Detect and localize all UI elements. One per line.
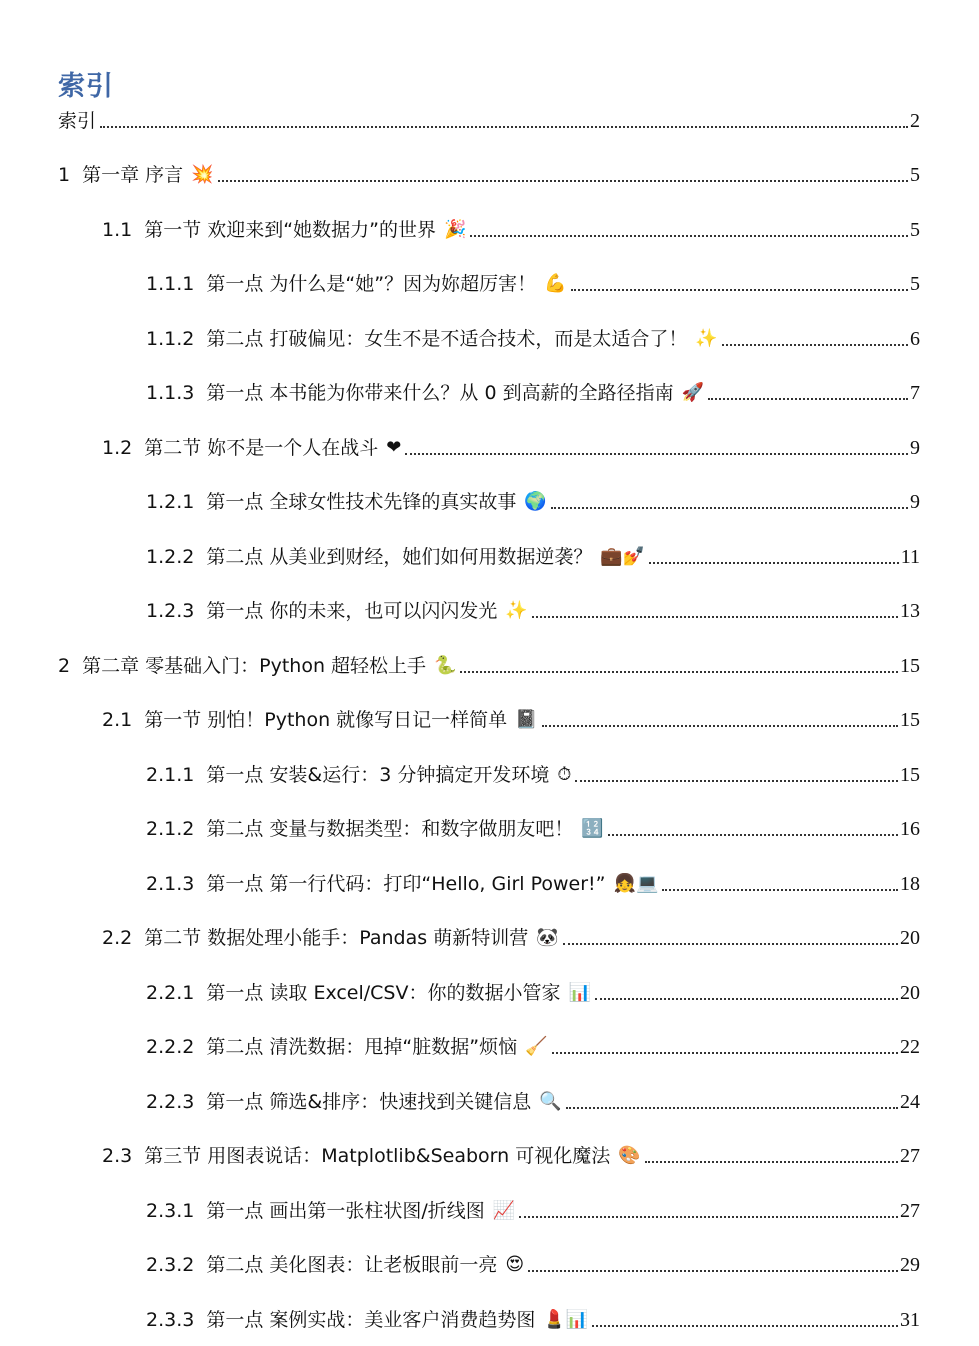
toc-leader-dots <box>608 834 898 836</box>
toc-entry-number: 2 <box>58 655 71 677</box>
toc-entry-label: 第一点 本书能为你带来什么？从 0 到高薪的全路径指南 <box>206 382 674 404</box>
toc-entry-page: 5 <box>910 219 920 241</box>
toc-entry-label: 第一点 安装&运行：3 分钟搞定开发环境 <box>206 764 550 786</box>
toc-entry[interactable] <box>146 757 920 787</box>
panda-icon: 🐼 <box>536 927 559 948</box>
sparkles-icon: ✨ <box>695 328 718 349</box>
toc-entry-page: 9 <box>910 491 920 513</box>
toc-entry[interactable] <box>146 593 920 623</box>
toc-entry-number: 2.3 <box>102 1145 133 1167</box>
heart-icon: ❤ <box>386 437 402 458</box>
stopwatch-icon: ⏱ <box>557 764 572 785</box>
toc-entry[interactable] <box>102 920 920 950</box>
bar-chart-icon: 📊 <box>568 982 591 1003</box>
toc-entry-label: 第二点 从美业到财经，她们如何用数据逆袭？ <box>206 546 593 568</box>
toc-entry[interactable] <box>102 430 920 460</box>
toc-entry-number: 2.3.1 <box>146 1200 195 1222</box>
toc-entry-number: 2.1.3 <box>146 873 195 895</box>
toc-entry[interactable] <box>102 212 920 242</box>
toc-leader-dots <box>100 126 908 128</box>
briefcase-nail-polish-icon: 💼💅 <box>600 546 646 567</box>
toc-entry-number: 1.1.2 <box>146 328 195 350</box>
toc-entry-number: 2.3.2 <box>146 1254 195 1276</box>
toc-entry-page: 27 <box>900 1145 920 1167</box>
toc-leader-dots <box>662 889 898 891</box>
toc-entry-number: 1.2.1 <box>146 491 195 513</box>
sparkles-icon: ✨ <box>505 600 528 621</box>
toc-leader-dots <box>566 1107 898 1109</box>
toc-entry[interactable] <box>58 103 920 133</box>
toc-entry-number: 1.2.2 <box>146 546 195 568</box>
toc-entry-label: 第一点 筛选&排序：快速找到关键信息 <box>206 1091 532 1113</box>
toc-entry-page: 2 <box>910 110 920 132</box>
toc-entry-number: 2.2.1 <box>146 982 195 1004</box>
toc-entry-label: 第二章 零基础入门：Python 超轻松上手 <box>82 655 427 677</box>
toc-entry-number: 2.2.3 <box>146 1091 195 1113</box>
toc-leader-dots <box>528 1270 898 1272</box>
girl-laptop-icon: 👧💻 <box>613 873 659 894</box>
toc-entry-page: 7 <box>910 382 920 404</box>
toc-entry[interactable] <box>58 157 920 187</box>
toc-entry-page: 31 <box>900 1309 920 1331</box>
notebook-icon: 📓 <box>515 709 538 730</box>
toc-entry-number: 1.1 <box>102 219 133 241</box>
toc-entry-label: 第一点 你的未来，也可以闪闪发光 <box>206 600 498 622</box>
toc-entry-page: 5 <box>910 273 920 295</box>
lipstick-chart-icon: 💄📊 <box>543 1309 589 1330</box>
toc-entry-page: 20 <box>900 927 920 949</box>
toc-entry-page: 5 <box>910 164 920 186</box>
toc-leader-dots <box>218 180 908 182</box>
toc-entry-page: 13 <box>900 600 920 622</box>
toc-entry-label: 第一点 为什么是“她”？因为妳超厉害！ <box>206 273 537 295</box>
toc-leader-dots <box>649 562 899 564</box>
toc-entry-page: 11 <box>900 546 920 568</box>
toc-entry-number: 1.1.3 <box>146 382 195 404</box>
toc-leader-dots <box>571 289 908 291</box>
toc-entry-number: 2.2.2 <box>146 1036 195 1058</box>
toc-entry-label: 第二点 变量与数据类型：和数字做朋友吧！ <box>206 818 574 840</box>
toc-leader-dots <box>405 453 908 455</box>
toc-entry-label: 第一章 序言 <box>82 164 184 186</box>
toc-entry-number: 2.1.2 <box>146 818 195 840</box>
toc-entry-label: 第二点 美化图表：让老板眼前一亮 <box>206 1254 498 1276</box>
toc-entry-number: 1 <box>58 164 71 186</box>
heart-eyes-icon: 😍 <box>505 1254 525 1275</box>
toc-entry-number: 2.2 <box>102 927 133 949</box>
toc-entry-label: 第一点 案例实战：美业客户消费趋势图 <box>206 1309 536 1331</box>
toc-entry-page: 15 <box>900 709 920 731</box>
toc-entry-label: 索引 <box>58 110 97 132</box>
toc-entry[interactable] <box>146 266 920 296</box>
toc-entry-label: 第二节 数据处理小能手：Pandas 萌新特训营 <box>144 927 529 949</box>
toc-entry-page: 16 <box>900 818 920 840</box>
toc-entry-page: 29 <box>900 1254 920 1276</box>
toc-entry-page: 15 <box>900 655 920 677</box>
line-chart-icon: 📈 <box>492 1200 516 1221</box>
toc-leader-dots <box>532 616 898 618</box>
toc-entry-label: 第一点 画出第一张柱状图/折线图 <box>206 1200 485 1222</box>
toc-entry-page: 15 <box>900 764 920 786</box>
toc-entry[interactable] <box>146 1193 920 1223</box>
toc-leader-dots <box>519 1216 898 1218</box>
toc-leader-dots <box>552 1052 898 1054</box>
numbers-icon: 🔢 <box>581 818 604 839</box>
globe-icon: 🌍 <box>524 491 547 512</box>
toc-entry[interactable] <box>146 321 920 351</box>
toc-entry-label: 第一点 全球女性技术先锋的真实故事 <box>206 491 517 513</box>
toc-leader-dots <box>592 1325 898 1327</box>
toc-entry[interactable] <box>146 975 920 1005</box>
toc-entry-number: 1.2 <box>102 437 133 459</box>
toc-entry[interactable] <box>146 866 920 896</box>
toc-entry-label: 第二点 清洗数据：甩掉“脏数据”烦恼 <box>206 1036 518 1058</box>
toc-entry[interactable] <box>58 648 920 678</box>
burst-icon: 💥 <box>191 164 214 185</box>
toc-entry-number: 1.1.1 <box>146 273 195 295</box>
magnifier-icon: 🔍 <box>539 1091 562 1112</box>
toc-entry-page: 6 <box>910 328 920 350</box>
toc-entry[interactable] <box>146 1247 920 1277</box>
toc-entry-page: 27 <box>900 1200 920 1222</box>
rocket-icon: 🚀 <box>681 382 704 403</box>
toc-entry-page: 9 <box>910 437 920 459</box>
toc-entry[interactable] <box>146 375 920 405</box>
toc-entry-label: 第一点 读取 Excel/CSV：你的数据小管家 <box>206 982 561 1004</box>
toc-entry[interactable] <box>146 1302 920 1332</box>
toc-entry-page: 18 <box>900 873 920 895</box>
toc-entry-label: 第二节 妳不是一个人在战斗 <box>144 437 379 459</box>
toc-leader-dots <box>460 671 898 673</box>
toc-heading: 索引 <box>58 71 114 102</box>
toc-leader-dots <box>470 235 908 237</box>
toc-leader-dots <box>563 943 898 945</box>
toc-entry-number: 1.2.3 <box>146 600 195 622</box>
toc-entry[interactable] <box>146 484 920 514</box>
toc-entry[interactable] <box>102 702 920 732</box>
toc-leader-dots <box>595 998 898 1000</box>
toc-entry-label: 第一节 欢迎来到“她数据力”的世界 <box>144 219 436 241</box>
toc-entry[interactable] <box>146 1084 920 1114</box>
toc-entry-number: 2.3.3 <box>146 1309 195 1331</box>
toc-leader-dots <box>542 725 898 727</box>
toc-leader-dots <box>708 398 908 400</box>
toc-entry-label: 第一节 别怕！Python 就像写日记一样简单 <box>144 709 508 731</box>
palette-icon: 🎨 <box>618 1145 641 1166</box>
party-popper-icon: 🎉 <box>443 219 467 240</box>
toc-entry[interactable] <box>146 811 920 841</box>
toc-entry[interactable] <box>102 1138 920 1168</box>
toc-entry[interactable] <box>146 539 920 569</box>
toc-leader-dots <box>575 780 898 782</box>
toc-entry-label: 第一点 第一行代码：打印“Hello, Girl Power!” <box>206 873 606 895</box>
toc-entry-page: 24 <box>900 1091 920 1113</box>
snake-icon: 🐍 <box>434 655 457 676</box>
toc-entry-page: 22 <box>900 1036 920 1058</box>
flexed-biceps-icon: 💪 <box>544 273 567 294</box>
toc-leader-dots <box>722 344 908 346</box>
toc-entry-label: 第二点 打破偏见：女生不是不适合技术，而是太适合了！ <box>206 328 688 350</box>
broom-icon: 🧹 <box>525 1036 548 1057</box>
toc-entry[interactable] <box>146 1029 920 1059</box>
toc-leader-dots <box>551 507 908 509</box>
toc-entry-page: 20 <box>900 982 920 1004</box>
toc-entry-number: 2.1 <box>102 709 133 731</box>
toc-entry-label: 第三节 用图表说话：Matplotlib&Seaborn 可视化魔法 <box>144 1145 611 1167</box>
toc-leader-dots <box>645 1161 898 1163</box>
toc-entry-number: 2.1.1 <box>146 764 195 786</box>
